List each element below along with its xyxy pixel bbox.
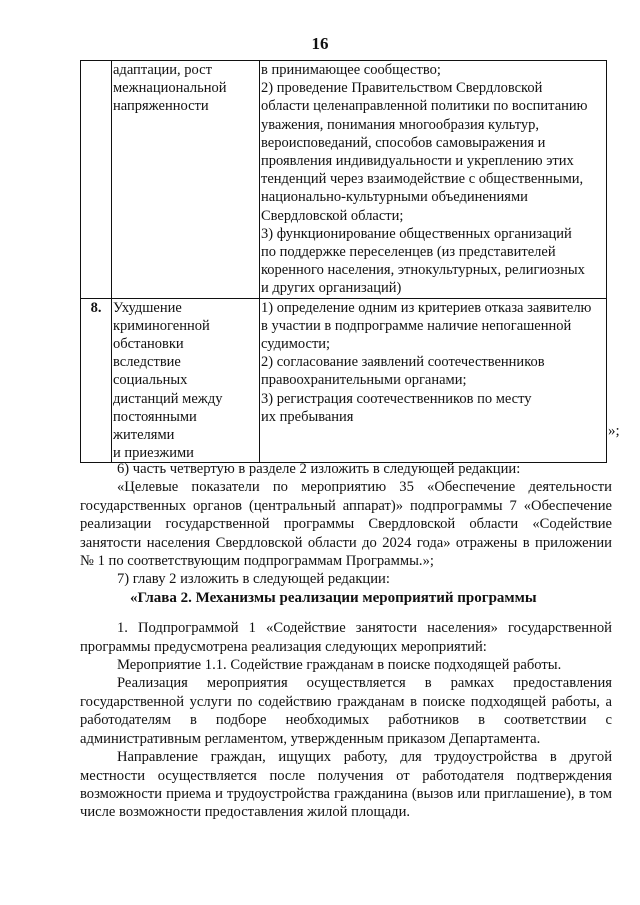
amendment-paragraph: 6) часть четвертую в разделе 2 изложить в следующей редакции: bbox=[117, 461, 521, 477]
factor-line: обстановки bbox=[113, 336, 184, 353]
amendment-paragraph: 7) главу 2 изложить в следующей редакции: bbox=[117, 571, 390, 588]
table-row bbox=[81, 298, 607, 463]
measure-line: коренного населения, этнокультурных, религиозных bbox=[261, 262, 585, 279]
measure-line: 1) определение одним из критериев отказа заявителю bbox=[261, 299, 592, 316]
factor-line: и приезжими bbox=[113, 445, 194, 462]
document-body bbox=[80, 460, 612, 822]
factor-line: Ухудшение bbox=[113, 299, 182, 316]
factor-line: постоянными bbox=[113, 408, 197, 425]
body-paragraph: Реализация мероприятия осуществляется в рамках предоставления государственной услуги по содействию гражданам в поиске подходящей работы, а работодателям в подборе необходимых работников в соответствии с административным регламентом, утвержденным приказом Департамента. bbox=[80, 675, 612, 747]
table-closing-mark: »; bbox=[608, 423, 620, 439]
measure-line: национально-культурными объединениями bbox=[261, 189, 528, 206]
measure-line: в участии в подпрограмме наличие непогашенной bbox=[261, 317, 572, 334]
factor-cell bbox=[112, 61, 260, 299]
measure-line: правоохранительными органами; bbox=[261, 372, 467, 389]
measure-line: судимости; bbox=[261, 336, 331, 353]
chapter-title: «Глава 2. Механизмы реализации мероприятий программы bbox=[130, 589, 537, 606]
factor-line: вследствие bbox=[113, 354, 181, 371]
measure-line: в принимающее сообщество; bbox=[261, 62, 441, 78]
measure-line: 3) регистрация соотечественников по месту bbox=[261, 390, 532, 407]
factor-line: дистанций между bbox=[113, 390, 223, 407]
factor-line: криминогенной bbox=[113, 317, 210, 334]
factor-line: напряженности bbox=[113, 98, 209, 115]
row-number-cell: 8. bbox=[81, 298, 112, 463]
measure-line: проявления индивидуальности и укреплению этих bbox=[261, 153, 574, 170]
factor-line: жителями bbox=[113, 427, 175, 444]
factor-cell bbox=[112, 298, 260, 463]
measure-line: уважения, понимания многообразия культур, bbox=[261, 116, 540, 133]
measure-line: 2) согласование заявлений соотечественников bbox=[261, 354, 545, 371]
measure-line: 3) функционирование общественных организаций bbox=[261, 225, 572, 242]
measure-line: по поддержке переселенцев (из представителей bbox=[261, 244, 556, 261]
body-paragraph: Мероприятие 1.1. Содействие гражданам в поиске подходящей работы. bbox=[117, 657, 562, 674]
measures-cell bbox=[260, 61, 607, 299]
measures-table bbox=[80, 60, 607, 463]
measures-cell bbox=[260, 298, 607, 463]
quoted-paragraph: «Целевые показатели по мероприятию 35 «Обеспечение деятельности государственных органов (центральный аппарат)» подпрограммы 7 «Обеспечение реализации государственной программы Свердловской области «Содействие занятости населения Свердловской области до 2024 года» отражены в приложении № 1 по соответствующим подпрограммам Программы.»; bbox=[80, 479, 612, 570]
measure-line: вероисповеданий, способов самовыражения и bbox=[261, 134, 546, 151]
row-number-cell bbox=[81, 61, 112, 299]
body-paragraph: Направление граждан, ищущих работу, для трудоустройства в другой местности осуществляется после получения от работодателя подтверждения возможности приема и трудоустройства гражданина (вызов или приглашение), в том числе возможности предоставления жилой площади. bbox=[80, 749, 612, 821]
measure-line: тенденций через взаимодействие с общественными, bbox=[261, 171, 584, 188]
body-paragraph: 1. Подпрограммой 1 «Содействие занятости населения» государственной программы предусмотрена реализация следующих мероприятий: bbox=[80, 620, 612, 655]
factor-line: социальных bbox=[113, 372, 188, 389]
measure-line: их пребывания bbox=[261, 408, 354, 425]
page-number: 16 bbox=[311, 34, 329, 53]
factor-line: адаптации, рост bbox=[113, 62, 212, 78]
table-row bbox=[81, 61, 607, 299]
factor-line: межнациональной bbox=[113, 80, 227, 97]
measure-line: и других организаций) bbox=[261, 280, 402, 297]
measure-line: 2) проведение Правительством Свердловской bbox=[261, 80, 543, 97]
measure-line: Свердловской области; bbox=[261, 207, 404, 224]
measure-line: области целенаправленной политики по воспитанию bbox=[261, 98, 588, 115]
